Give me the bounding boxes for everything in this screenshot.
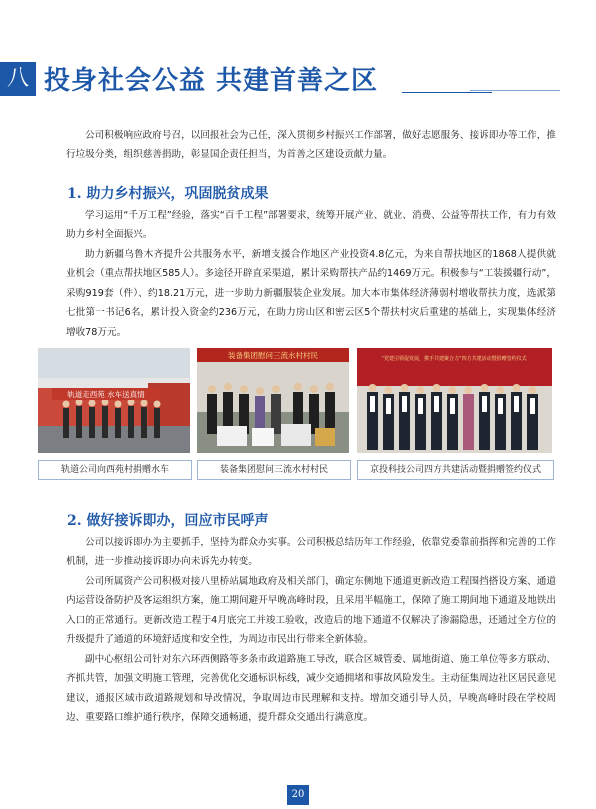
caption-water-truck: 轨道公司向西苑村捐赠水车 [38, 460, 192, 480]
photo-signing-ceremony [357, 348, 552, 453]
photo1-banner: 轨道走西苑 水车送真情 [67, 390, 145, 399]
section2-paragraph-3: 副中心枢纽公司针对东六环西侧路等多条市政道路施工导改，联合区城管委、属地街道、施工单位等多方联动、齐抓共管，加强文明施工管理，完善优化交通标识标线，减少交通拥堵和事故风险发生。主动征集周边社区居民意见建议，通报区域市政道路规划和导改情况，争取周边市民理解和支持。增加交通引导人员，早晚高峰时段在学校周边、重要路口维护通行秩序，保障交通畅通，提升群众交通出行满意度。 [66, 654, 556, 724]
photo-village-visit [197, 348, 349, 453]
section-number: 八 [0, 62, 36, 96]
caption-village-visit: 装备集团慰问三流水村村民 [197, 460, 351, 480]
section1-paragraph-2: 助力新疆乌鲁木齐提升公共服务水平，新增支援合作地区产业投资4.8亿元，为来自帮扶地区的1868人提供就业机会（重点帮扶地区585人）。多途径开辟直采渠道，累计采购帮扶产品约1469万元。积极参与“工装援疆行动”，采购919套（件）、约18.21万元，进一步助力新疆服装企业发展。加大本市集体经济薄弱村增收帮扶力度，选派第七批第一书记6名，累计投入资金约236万元，在助力房山区和密云区5个帮扶村灾后重建的基础上，实现集体经济增收78万元。 [66, 249, 556, 338]
photo-water-truck [38, 348, 190, 453]
page-number: 20 [287, 785, 309, 805]
intro-paragraph: 公司积极响应政府号召，以回报社会为己任，深入贯彻乡村振兴工作部署，做好志愿服务、接诉即办等工作，推行垃圾分类，组织慈善捐助，彰显国企责任担当，为首善之区建设贡献力量。 [66, 130, 556, 161]
photo2-banner: 装备集团慰问三流水村村民 [228, 351, 318, 360]
section2-paragraph-1: 公司以接诉即办为主要抓手，坚持为群众办实事。公司积极总结历年工作经验，依靠党委靠前指挥和完善的工作机制，进一步推动接诉即办向未诉先办转变。 [66, 537, 556, 568]
section1-paragraph-1: 学习运用“千万工程”经验，落实“百千工程”部署要求，统筹开展产业、就业、消费、公益等帮扶工作，有力有效助力乡村全面振兴。 [66, 210, 556, 241]
section-title: 投身社会公益 共建首善之区 [44, 66, 379, 96]
photo3-banner: “党建引领促发展，携手共建聚合力”四方共建活动暨捐赠签约仪式 [381, 356, 527, 362]
title-rule [402, 92, 492, 93]
section2-paragraph-2: 公司所属资产公司积极对接八里桥站属地政府及相关部门，确定东侧地下通道更新改造工程围挡搭设方案、通道内运营设备防护及客运组织方案，施工期间避开早晚高峰时段，且采用半幅施工，保障了施工期间地下通道及地铁出入口的正常通行。更新改造工程于4月底完工并竣工验收，改造后的地下通道不仅解决了渗漏隐患，还通过全方位的升级提升了通道的环境舒适度和安全性，为周边市民出行带来全新体验。 [66, 576, 556, 646]
section-header [0, 58, 596, 100]
section2-heading: 2. 做好接诉即办，回应市民呼声 [67, 513, 269, 529]
caption-signing-ceremony: 京投科技公司四方共建活动暨捐赠签约仪式 [357, 460, 554, 480]
title-rule-light [470, 90, 560, 91]
section1-heading: 1. 助力乡村振兴，巩固脱贫成果 [67, 186, 269, 202]
